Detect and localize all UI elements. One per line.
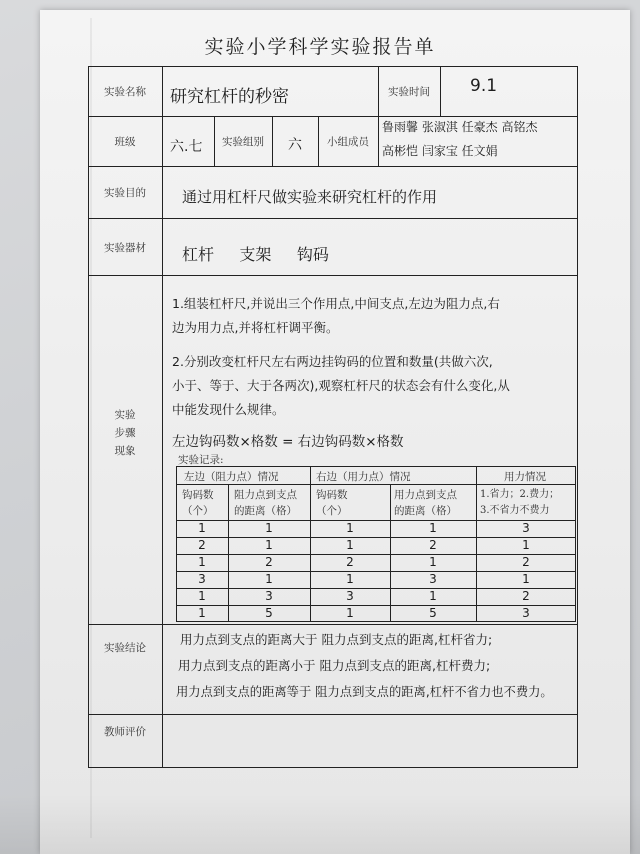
purpose-value: 通过用杠杆尺做实验来研究杠杆的作用 [182,188,438,206]
table-cell: 3 [346,589,354,603]
step2-line1: 2.分别改变杠杆尺左右两边挂钩码的位置和数量(共做六次, [172,354,493,369]
table-cell: 1 [346,538,354,552]
step2-line3: 中能发现什么规律。 [172,402,285,417]
header-effort: 用力情况 [504,471,546,483]
step1-line2: 边为用力点,并将杠杆调平衡。 [172,320,339,335]
subheader-effort-distance: 用力点到支点 的距离（格） [394,489,457,517]
table-cell: 1 [346,521,354,535]
header-left: 左边（阻力点）情况 [184,471,279,483]
table-cell: 1 [198,606,206,620]
subheader-effort-type: 1.省力；2.费力； 3.不省力不费力 [480,489,560,516]
table-cell: 1 [522,538,530,552]
photo-shadow [0,794,640,854]
experiment-time: 9.1 [470,76,498,96]
step2-line2: 小于、等于、大于各两次),观察杠杆尺的状态会有什么变化,从 [172,378,510,393]
label-name: 实验名称 [104,86,146,98]
table-cell: 1 [198,521,206,535]
table-line [390,484,391,622]
table-cell: 2 [265,555,273,569]
record-label: 实验记录: [178,454,224,466]
subheader-right-weights: 钩码数 （个） [316,489,348,517]
table-line [476,466,477,622]
members-line2: 高彬恺 闫家宝 任文娟 [382,144,498,158]
col-divider [272,116,273,166]
table-cell: 1 [265,521,273,535]
conclusion-line1: 用力点到支点的距离大于 阻力点到支点的距离,杠杆省力; [180,632,493,647]
table-cell: 2 [429,538,437,552]
table-cell: 1 [198,589,206,603]
table-cell: 1 [429,521,437,535]
label-evaluation: 教师评价 [104,726,146,738]
table-cell: 5 [265,606,273,620]
conclusion-line2: 用力点到支点的距离小于 阻力点到支点的距离,杠杆费力; [178,658,491,673]
table-cell: 3 [429,572,437,586]
table-cell: 1 [198,555,206,569]
label-grade: 班级 [114,136,136,148]
table-cell: 1 [265,572,273,586]
subheader-resistance-distance: 阻力点到支点 的距离（格） [234,489,297,517]
table-line [228,484,229,622]
subheader-left-weights: 钩码数 （个） [182,489,214,517]
table-line [310,466,311,622]
label-equipment: 实验器材 [104,242,146,254]
experiment-name: 研究杠杆的秒密 [170,87,289,107]
step1-line1: 1.组装杠杆尺,并说出三个作用点,中间支点,左边为阻力点,右 [172,296,500,311]
table-cell: 1 [429,555,437,569]
label-members: 小组成员 [327,136,369,148]
table-line [176,484,576,485]
members-line1: 鲁雨馨 张淑淇 任豪杰 高铭杰 [382,120,538,134]
label-time: 实验时间 [388,86,430,98]
table-cell: 2 [522,555,530,569]
label-purpose: 实验目的 [104,187,146,199]
group-value: 六 [288,137,302,153]
table-cell: 3 [198,572,206,586]
table-cell: 1 [265,538,273,552]
formula: 左边钩码数×格数 = 右边钩码数×格数 [172,434,404,450]
table-cell: 2 [522,589,530,603]
table-cell: 2 [198,538,206,552]
table-cell: 1 [346,572,354,586]
col-divider [440,66,441,116]
equipment-value: 杠杆 支架 钩码 [182,245,329,264]
label-conclusion: 实验结论 [104,642,146,654]
table-cell: 5 [429,606,437,620]
table-cell: 1 [429,589,437,603]
col-divider [378,116,379,166]
table-cell: 3 [522,521,530,535]
table-cell: 2 [346,555,354,569]
conclusion-line3: 用力点到支点的距离等于 阻力点到支点的距离,杠杆不省力也不费力。 [176,685,553,699]
table-cell: 1 [346,606,354,620]
table-cell: 1 [522,572,530,586]
grade-value: 六.七 [170,139,203,155]
page-title: 实验小学科学实验报告单 [204,36,436,58]
header-right: 右边（用力点）情况 [316,471,411,483]
label-steps: 实验 步骤 现象 [114,409,136,457]
col-divider [162,66,163,768]
table-cell: 3 [522,606,530,620]
table-cell: 3 [265,589,273,603]
label-group: 实验组别 [222,136,264,148]
